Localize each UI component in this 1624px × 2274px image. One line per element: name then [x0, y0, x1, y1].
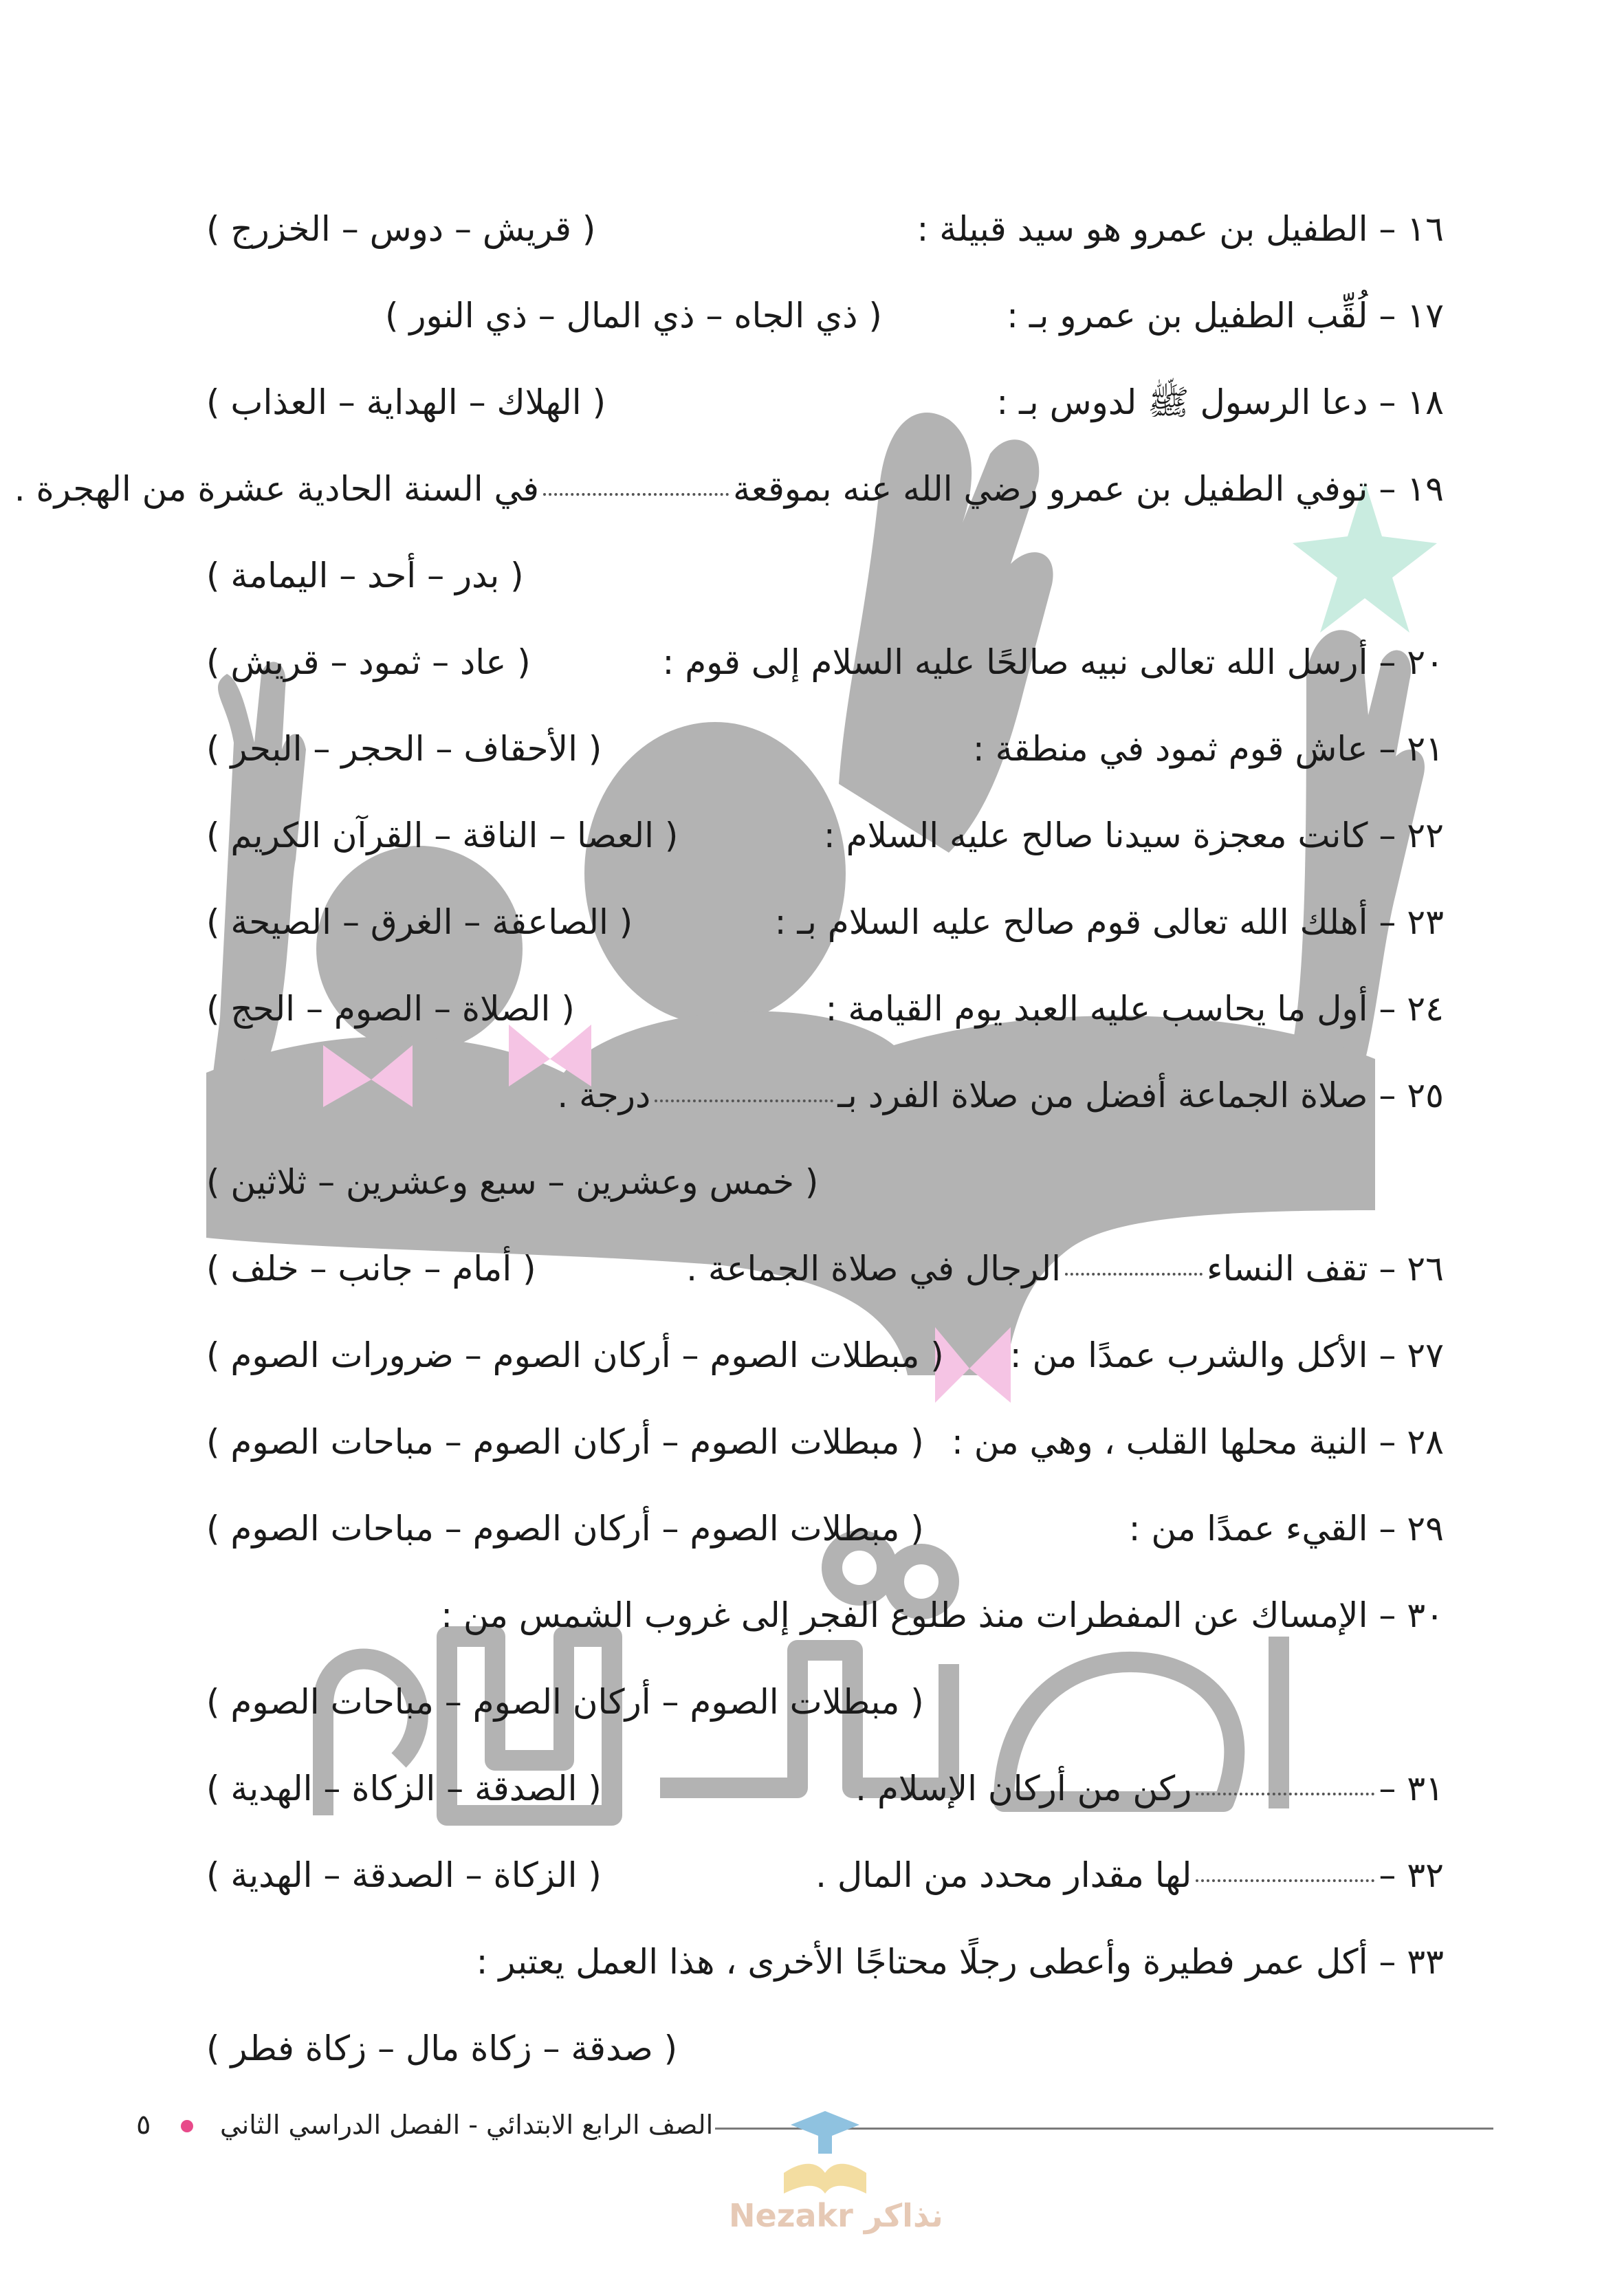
question-stem: الأكل والشرب عمدًا من :	[1009, 1335, 1368, 1375]
question-stem: لُقِّب الطفيل بن عمرو بـ :	[1007, 296, 1368, 336]
question-number: ٢٣ –	[1379, 902, 1444, 942]
question-31	[206, 1745, 1444, 1832]
question-number: ٢٨ –	[1379, 1422, 1444, 1462]
question-options: ( الصدقة – الزكاة – الهدية )	[206, 1769, 602, 1808]
question-options: ( مبطلات الصوم – أركان الصوم – ضرورات الصوم )	[206, 1335, 944, 1375]
question-stem: الإمساك عن المفطرات منذ طلوع الفجر إلى غروب الشمس من :	[441, 1595, 1368, 1635]
question-options: ( خمس وعشرين – سبع وعشرين – ثلاثين )	[206, 1162, 819, 1202]
question-18	[206, 359, 1444, 446]
question-number: ٢٢ –	[1379, 816, 1444, 855]
question-30	[206, 1572, 1444, 1659]
question-26	[206, 1225, 1444, 1312]
question-22	[206, 792, 1444, 879]
question-stem-part-b: لها مقدار محدد من المال .	[815, 1855, 1192, 1895]
question-options: ( قريش – دوس – الخزرج )	[206, 209, 596, 249]
question-20	[206, 619, 1444, 706]
question-options: ( أمام – جانب – خلف )	[206, 1249, 536, 1289]
question-options: ( الصاعقة – الغرق – الصيحة )	[206, 902, 633, 942]
blank-line	[655, 1100, 833, 1102]
question-number: ١٧ –	[1379, 296, 1444, 336]
blank-line	[1196, 1793, 1374, 1795]
question-25	[206, 1052, 1444, 1139]
footer-title: الصف الرابع الابتدائي - الفصل الدراسي الثاني	[220, 2110, 714, 2140]
question-options: ( الأحقاف – الحجر – البحر )	[206, 729, 602, 769]
question-stem-part-a: صلاة الجماعة أفضل من صلاة الفرد بـ	[837, 1075, 1368, 1115]
question-stem: النية محلها القلب ، وهي من :	[952, 1422, 1368, 1462]
question-options: ( صدقة – زكاة مال – زكاة فطر )	[206, 2029, 678, 2068]
question-number: ٣١ –	[1379, 1769, 1444, 1808]
question-number: ٢٥ –	[1379, 1075, 1444, 1115]
question-stem: أهلك الله تعالى قوم صالح عليه السلام بـ :	[774, 902, 1368, 942]
question-options: ( العصا – الناقة – القرآن الكريم )	[206, 816, 679, 855]
question-number: ٢٦ –	[1379, 1249, 1444, 1289]
question-stem-part-b: درجة .	[557, 1075, 651, 1115]
question-21	[206, 706, 1444, 792]
question-number: ٢٧ –	[1379, 1335, 1444, 1375]
question-33	[206, 1918, 1444, 2005]
question-options: ( مبطلات الصوم – أركان الصوم – مباحات الصوم )	[206, 1509, 924, 1549]
question-stem: عاش قوم ثمود في منطقة :	[972, 729, 1368, 769]
blank-line	[1196, 1879, 1374, 1882]
question-stem-part-a: تقف النساء	[1207, 1249, 1368, 1289]
question-29	[206, 1485, 1444, 1572]
question-stem-part-b: ركن من أركان الإسلام .	[855, 1769, 1192, 1808]
question-stem: دعا الرسول ﷺ لدوس بـ :	[996, 382, 1368, 422]
question-stem: أرسل الله تعالى نبيه صالحًا عليه السلام إلى قوم :	[662, 642, 1368, 682]
question-19	[14, 446, 1444, 532]
question-options: ( عاد – ثمود – قريش )	[206, 642, 531, 682]
question-options: ( مبطلات الصوم – أركان الصوم – مباحات الصوم )	[206, 1422, 924, 1462]
question-stem-part-a: توفي الطفيل بن عمرو رضي الله عنه بموقعة	[733, 469, 1368, 509]
question-options: ( الصلاة – الصوم – الحج )	[206, 989, 575, 1029]
footer-dot-icon	[181, 2120, 193, 2132]
question-options: ( الهلاك – الهداية – العذاب )	[206, 382, 606, 422]
question-number: ٣٢ –	[1379, 1855, 1444, 1895]
question-number: ٣٠ –	[1379, 1595, 1444, 1635]
question-options: ( الزكاة – الصدقة – الهدية )	[206, 1855, 602, 1895]
question-24	[206, 965, 1444, 1052]
question-stem-part-b: في السنة الحادية عشرة من الهجرة .	[14, 469, 540, 509]
question-27	[206, 1312, 1444, 1399]
question-stem: أول ما يحاسب عليه العبد يوم القيامة :	[825, 989, 1368, 1029]
question-stem: أكل عمر فطيرة وأعطى رجلًا محتاجًا الأخرى ، هذا العمل يعتبر :	[476, 1942, 1368, 1982]
question-options: ( مبطلات الصوم – أركان الصوم – مباحات الصوم )	[206, 1682, 924, 1722]
question-32	[206, 1832, 1444, 1918]
question-16	[206, 186, 1444, 272]
question-stem-part-b: الرجال في صلاة الجماعة .	[686, 1249, 1062, 1289]
question-stem: الطفيل بن عمرو هو سيد قبيلة :	[917, 209, 1368, 249]
question-23	[206, 879, 1444, 965]
page-number: ٥	[136, 2109, 151, 2141]
question-number: ١٦ –	[1379, 209, 1444, 249]
question-number: ١٩ –	[1379, 469, 1444, 509]
question-options: ( ذي الجاه – ذي المال – ذي النور )	[385, 296, 882, 336]
question-number: ٢٤ –	[1379, 989, 1444, 1029]
question-number: ٢١ –	[1379, 729, 1444, 769]
question-options: ( بدر – أحد – اليمامة )	[206, 556, 524, 595]
blank-line	[1065, 1273, 1203, 1276]
question-stem: كانت معجزة سيدنا صالح عليه السلام :	[823, 816, 1368, 855]
question-stem: القيء عمدًا من :	[1128, 1509, 1368, 1549]
logo-wordmark: Nezakr نذاكر	[729, 2197, 943, 2234]
question-number: ٢٩ –	[1379, 1509, 1444, 1549]
question-17	[206, 272, 1444, 359]
question-number: ٢٠ –	[1379, 642, 1444, 682]
blank-line	[543, 493, 729, 496]
question-number: ٣٣ –	[1379, 1942, 1444, 1982]
question-28	[206, 1399, 1444, 1485]
question-number: ١٨ –	[1379, 382, 1444, 422]
